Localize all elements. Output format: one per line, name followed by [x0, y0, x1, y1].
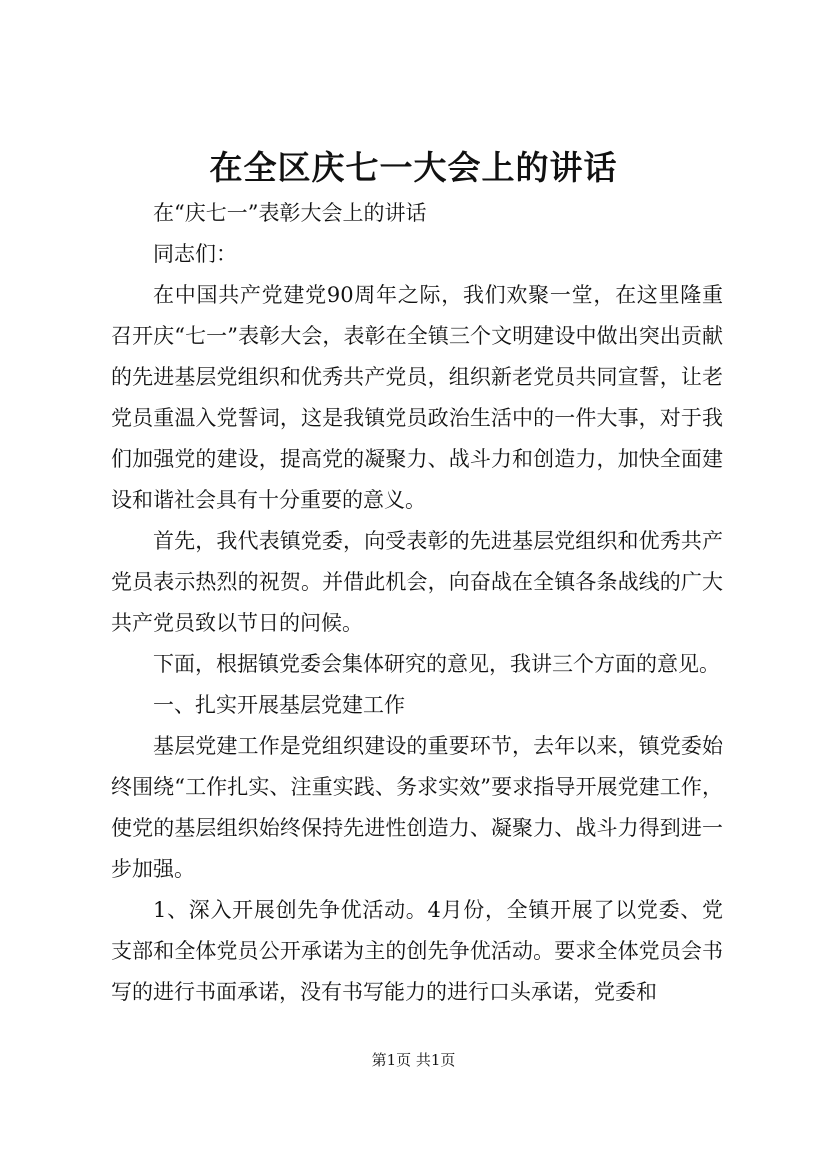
section-heading-1: 一、扎实开展基层党建工作 — [153, 693, 405, 717]
paragraph-opening: 在中国共产党建党90周年之际，我们欢聚一堂，在这里隆重召开庆“七一”表彰大会，表彰在全镇三个文明建设中做出突出贡献的先进基层党组织和优秀共产党员，组织新老党员共同宣誓，让老党员重温入党誓词，这是我镇党员政治生活中的一件大事，对于我们加强党的建设，提高党的凝聚力、战斗力和创造力，加快全面建设和谐社会具有十分重要的意义。 — [111, 283, 723, 512]
paragraph-party-building: 基层党建工作是党组织建设的重要环节，去年以来，镇党委始终围绕“工作扎实、注重实践、务求实效”要求指导开展党建工作，使党的基层组织始终保持先进性创造力、凝聚力、战斗力得到进一步加强。 — [111, 734, 723, 881]
paragraph-activity-1: 1、深入开展创先争优活动。4月份，全镇开展了以党委、党支部和全体党员公开承诺为主的创先争优活动。要求全体党员会书写的进行书面承诺，没有书写能力的进行口头承诺，党委和 — [111, 898, 723, 1004]
page-footer: 第1页 共1页 — [371, 1051, 456, 1069]
paragraph-salutation: 同志们： — [153, 242, 237, 266]
paragraph-subtitle: 在“庆七一”表彰大会上的讲话 — [153, 201, 427, 225]
document-title: 在全区庆七一大会上的讲话 — [209, 148, 618, 187]
paragraph-congratulations: 首先，我代表镇党委，向受表彰的先进基层党组织和优秀共产党员表示热烈的祝贺。并借此机会，向奋战在全镇各条战线的广大共产党员致以节日的问候。 — [111, 529, 723, 635]
document-body — [111, 193, 723, 1013]
paragraph-outline: 下面，根据镇党委会集体研究的意见，我讲三个方面的意见。 — [153, 652, 720, 676]
